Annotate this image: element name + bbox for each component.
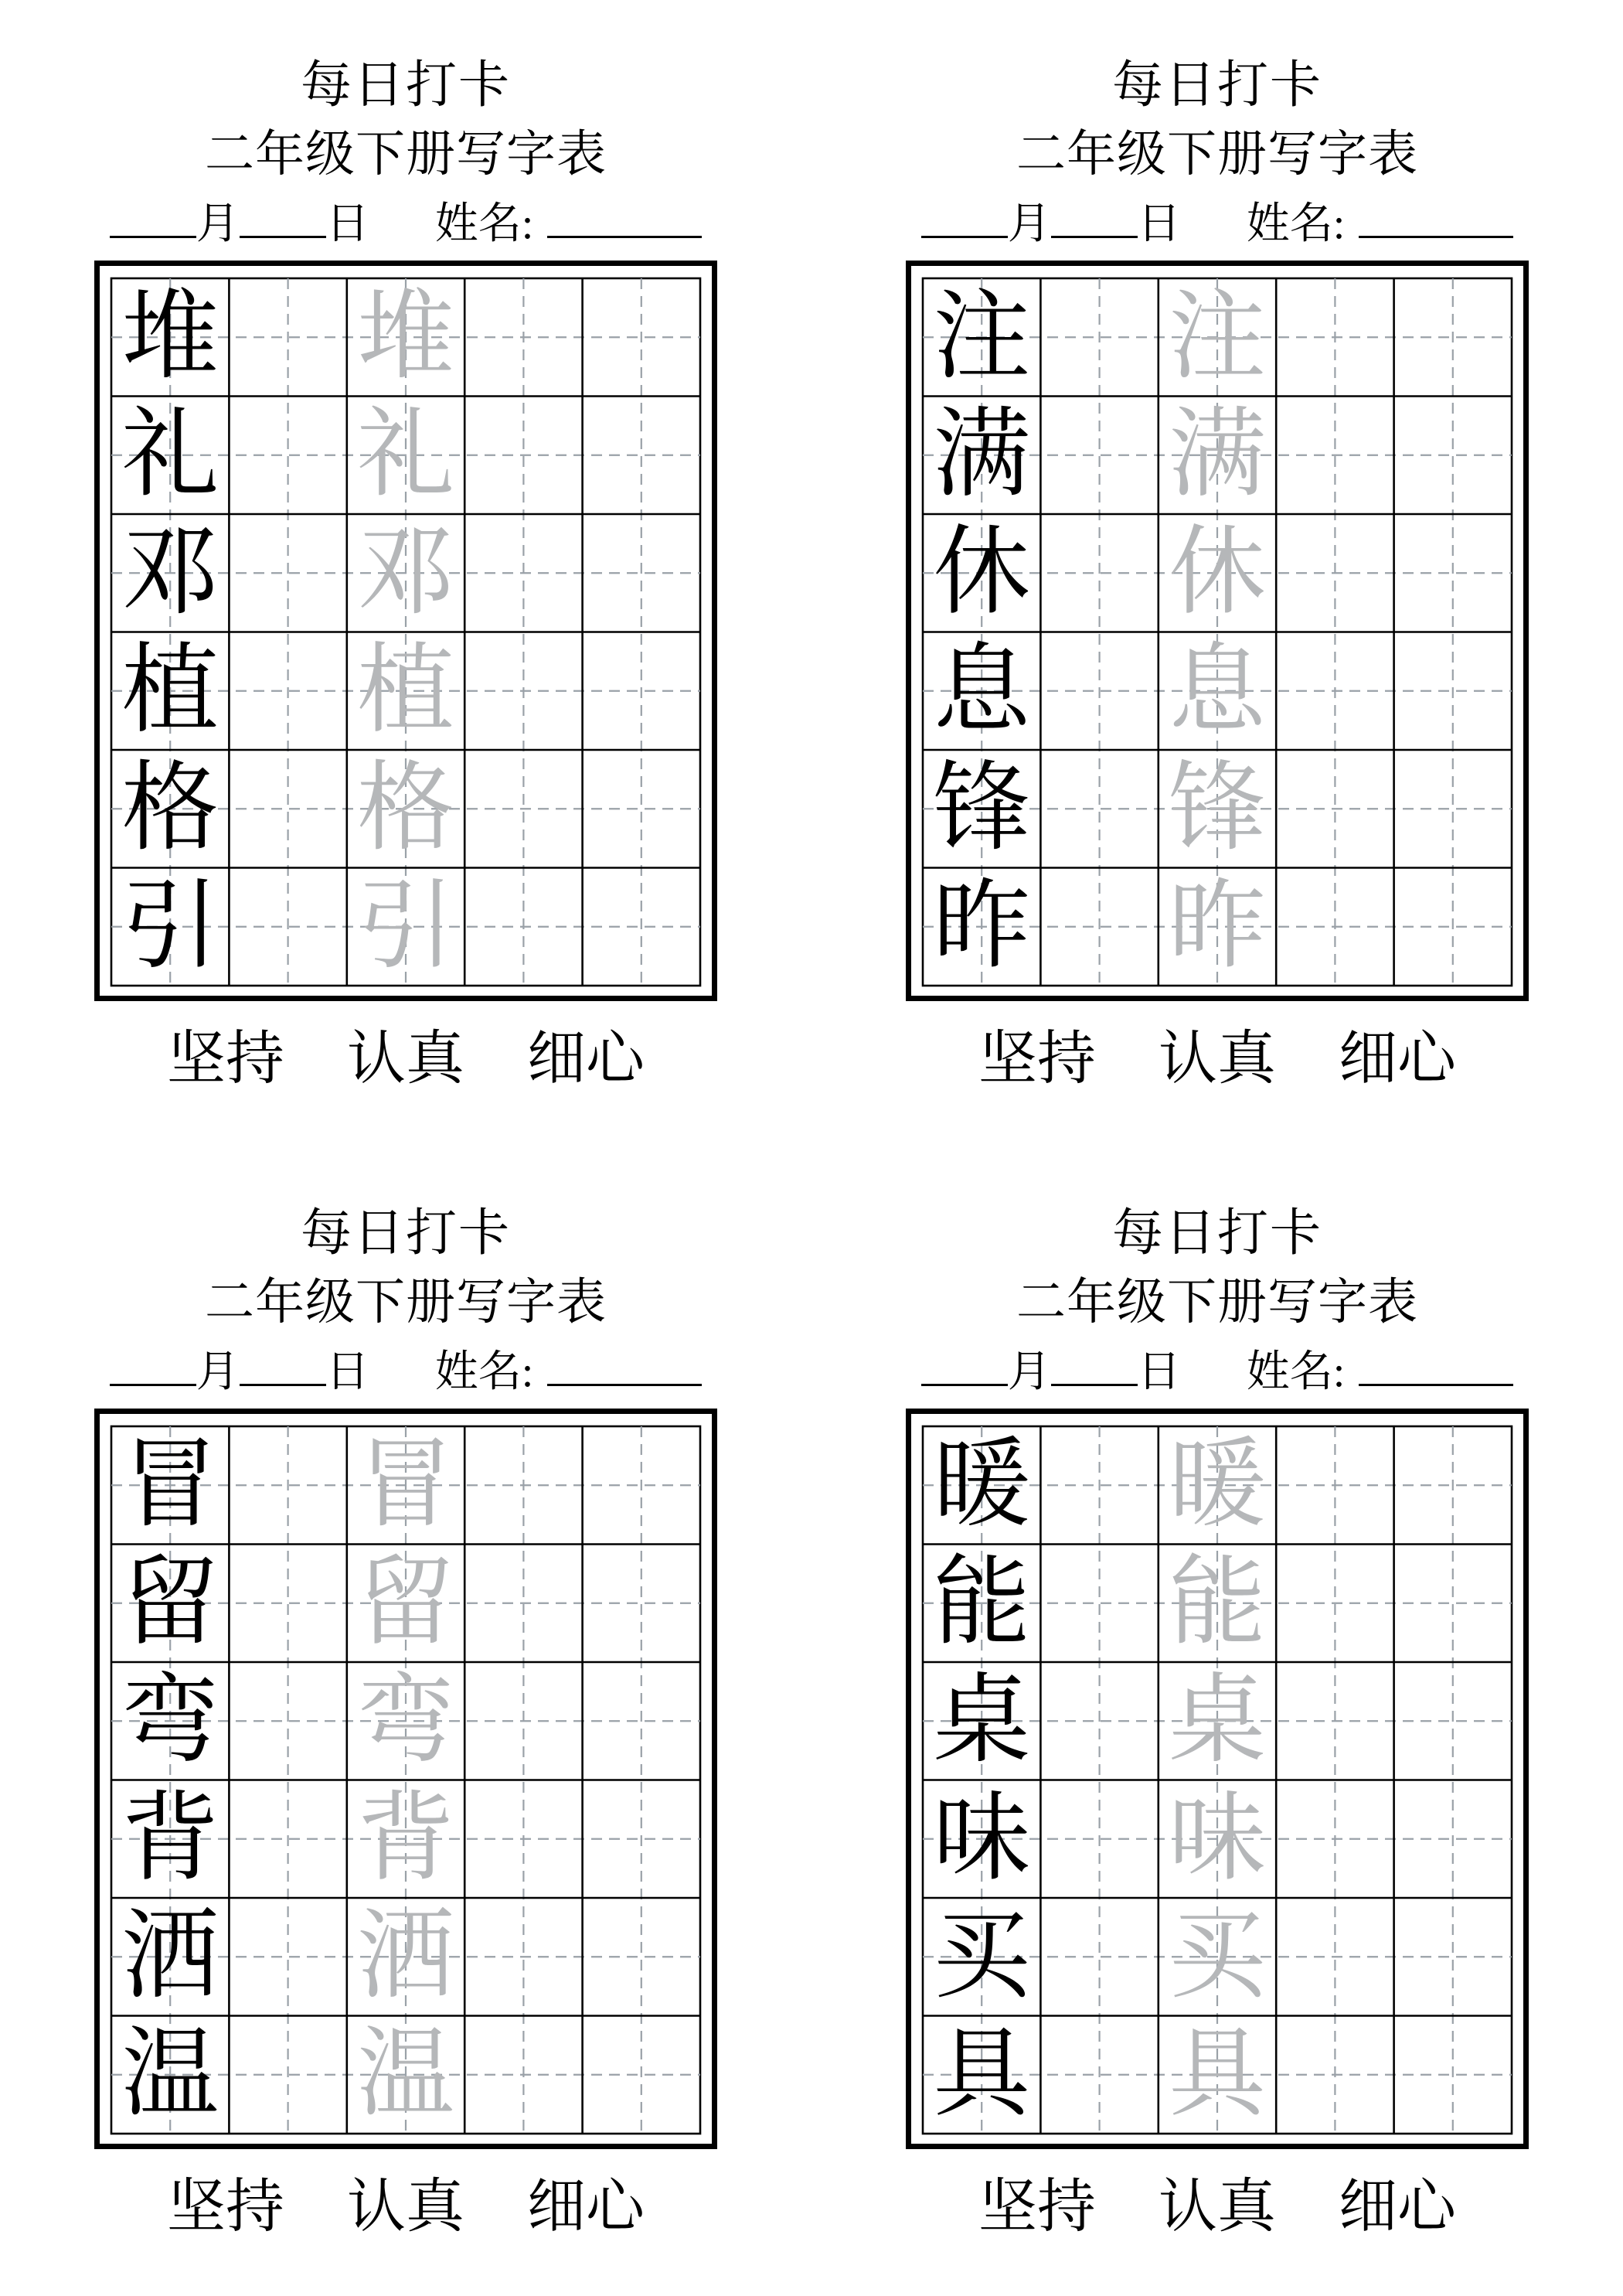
trace-character: 满	[1169, 401, 1266, 509]
practice-sheet	[0, 1148, 812, 2296]
footer-word-careful: 细心	[1339, 1027, 1456, 1092]
day-blank-line	[240, 1382, 326, 1386]
date-name-line	[0, 1348, 812, 1396]
footer-motto	[812, 1027, 1623, 1092]
practice-sheet	[812, 1148, 1623, 2296]
trace-character: 洒	[357, 1903, 454, 2011]
trace-character: 休	[1169, 519, 1266, 627]
practice-grid	[94, 261, 717, 1001]
practice-grid	[906, 261, 1529, 1001]
sheet-subtitle: 二年级下册写字表	[1016, 1275, 1418, 1330]
month-blank-line	[110, 1382, 196, 1386]
sheet-title: 每日打卡	[301, 57, 511, 114]
model-character: 息	[933, 637, 1031, 745]
model-character: 具	[933, 2021, 1031, 2129]
trace-character: 留	[357, 1549, 454, 1657]
trace-character: 植	[357, 637, 454, 745]
day-label: 日	[325, 200, 369, 248]
footer-motto	[0, 1027, 812, 1092]
model-character: 满	[933, 401, 1031, 509]
footer-word-serious: 认真	[1159, 2175, 1276, 2240]
month-blank-line	[921, 1382, 1008, 1386]
name-blank-line	[1359, 1382, 1513, 1386]
trace-character: 暖	[1169, 1431, 1266, 1539]
model-character: 格	[121, 755, 219, 863]
day-blank-line	[1051, 234, 1138, 238]
footer-word-serious: 认真	[1159, 1027, 1276, 1092]
sheet-title: 每日打卡	[1112, 1205, 1322, 1262]
trace-character: 温	[357, 2021, 454, 2129]
trace-character: 具	[1169, 2021, 1266, 2129]
trace-character: 背	[357, 1785, 454, 1893]
model-character: 背	[121, 1785, 219, 1893]
trace-character: 能	[1169, 1549, 1266, 1657]
model-character: 买	[933, 1903, 1031, 2011]
model-character: 暖	[933, 1431, 1031, 1539]
day-label: 日	[325, 1348, 369, 1396]
trace-character: 引	[357, 873, 454, 981]
name-label: 姓名:	[434, 1348, 534, 1396]
trace-character: 冒	[357, 1431, 454, 1539]
sheet-subtitle: 二年级下册写字表	[205, 127, 607, 182]
model-character: 留	[121, 1549, 219, 1657]
name-blank-line	[547, 1382, 702, 1386]
footer-motto	[812, 2175, 1623, 2240]
name-label: 姓名:	[434, 200, 534, 248]
footer-word-persist: 坚持	[978, 1027, 1096, 1092]
footer-word-persist: 坚持	[978, 2175, 1096, 2240]
date-name-line	[812, 200, 1623, 248]
sheet-subtitle: 二年级下册写字表	[205, 1275, 607, 1330]
trace-character: 味	[1169, 1785, 1266, 1893]
month-label: 月	[196, 200, 240, 248]
trace-character: 昨	[1169, 873, 1266, 981]
model-character: 堆	[121, 283, 219, 391]
trace-character: 格	[357, 755, 454, 863]
model-character: 休	[933, 519, 1031, 627]
footer-word-persist: 坚持	[167, 2175, 284, 2240]
model-character: 温	[121, 2021, 219, 2129]
trace-character: 息	[1169, 637, 1266, 745]
practice-sheet	[0, 0, 812, 1148]
day-blank-line	[240, 234, 326, 238]
practice-sheet	[812, 0, 1623, 1148]
trace-character: 注	[1169, 283, 1266, 391]
name-blank-line	[1359, 234, 1513, 238]
date-name-line	[812, 1348, 1623, 1396]
trace-character: 礼	[357, 401, 454, 509]
day-blank-line	[1051, 1382, 1138, 1386]
month-blank-line	[110, 234, 196, 238]
name-blank-line	[547, 234, 702, 238]
date-name-line	[0, 200, 812, 248]
practice-grid	[94, 1409, 717, 2149]
model-character: 味	[933, 1785, 1031, 1893]
model-character: 植	[121, 637, 219, 745]
footer-word-careful: 细心	[527, 1027, 645, 1092]
model-character: 引	[121, 873, 219, 981]
month-blank-line	[921, 234, 1008, 238]
model-character: 弯	[121, 1667, 219, 1775]
practice-grid	[906, 1409, 1529, 2149]
trace-character: 锋	[1169, 755, 1266, 863]
footer-word-serious: 认真	[347, 2175, 464, 2240]
model-character: 桌	[933, 1667, 1031, 1775]
trace-character: 买	[1169, 1903, 1266, 2011]
footer-motto	[0, 2175, 812, 2240]
model-character: 邓	[121, 519, 219, 627]
sheet-title: 每日打卡	[301, 1205, 511, 1262]
footer-word-persist: 坚持	[167, 1027, 284, 1092]
model-character: 昨	[933, 873, 1031, 981]
day-label: 日	[1137, 200, 1181, 248]
month-label: 月	[1007, 200, 1051, 248]
month-label: 月	[1007, 1348, 1051, 1396]
model-character: 锋	[933, 755, 1031, 863]
name-label: 姓名:	[1246, 200, 1346, 248]
model-character: 礼	[121, 401, 219, 509]
day-label: 日	[1137, 1348, 1181, 1396]
footer-word-serious: 认真	[347, 1027, 464, 1092]
model-character: 冒	[121, 1431, 219, 1539]
model-character: 注	[933, 283, 1031, 391]
trace-character: 堆	[357, 283, 454, 391]
footer-word-careful: 细心	[1339, 2175, 1456, 2240]
model-character: 洒	[121, 1903, 219, 2011]
footer-word-careful: 细心	[527, 2175, 645, 2240]
month-label: 月	[196, 1348, 240, 1396]
trace-character: 邓	[357, 519, 454, 627]
trace-character: 弯	[357, 1667, 454, 1775]
trace-character: 桌	[1169, 1667, 1266, 1775]
name-label: 姓名:	[1246, 1348, 1346, 1396]
sheet-title: 每日打卡	[1112, 57, 1322, 114]
sheet-subtitle: 二年级下册写字表	[1016, 127, 1418, 182]
model-character: 能	[933, 1549, 1031, 1657]
